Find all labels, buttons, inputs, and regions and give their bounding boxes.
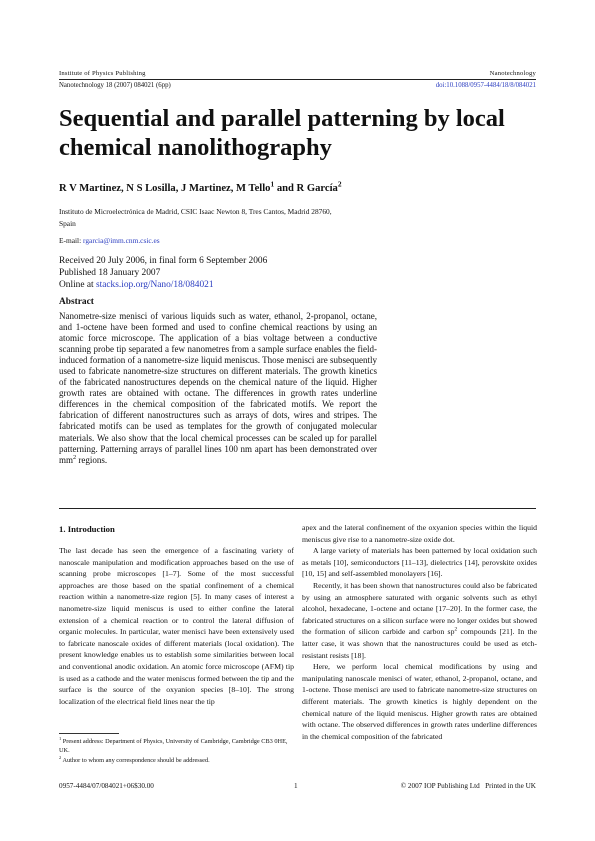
online-line	[59, 279, 214, 291]
abstract-text	[59, 311, 377, 466]
online-label: Online at	[59, 280, 96, 290]
intro-paragraph-4-sup: 2	[454, 626, 458, 633]
online-link[interactable]: stacks.iop.org/Nano/18/084021	[95, 280, 214, 290]
authors-text: R V Martinez, N S Losilla, J Martinez, M Tello	[59, 183, 271, 194]
intro-paragraph-4-tail: compounds [21]. In the latter case, it was shown that the nanostructures could be used as etch-resistant resists [18].	[302, 627, 537, 660]
journal-name: Nanotechnology	[489, 70, 536, 77]
footnote-1-mark: 1	[59, 735, 62, 741]
citation: Nanotechnology 18 (2007) 084021 (6pp)	[59, 82, 171, 89]
footnote-2-mark: 2	[59, 754, 62, 760]
footnote-1	[59, 735, 294, 755]
footer-code: 0957-4484/07/084021+06$30.00	[59, 782, 154, 790]
email-line	[59, 235, 160, 247]
affiliation-line-2: Spain	[59, 219, 76, 228]
doi-link[interactable]: doi:10.1088/0957-4484/18/8/084021	[435, 82, 536, 89]
abstract-heading: Abstract	[59, 297, 94, 307]
received-date: Received 20 July 2006, in final form 6 September 2006	[59, 256, 268, 266]
footnote-1-text: Present address: Department of Physics, University of Cambridge, Cambridge CB3 0HE, UK.	[59, 738, 288, 754]
author-footnote-mark-1: 1	[270, 179, 275, 189]
published-date: Published 18 January 2007	[59, 268, 161, 278]
paper-title: Sequential and parallel patterning by local chemical nanolithography	[59, 105, 505, 161]
intro-paragraph-3: A large variety of materials has been patterned by local oxidation such as metals [10], semiconductors [11–13], dielectrics [14], perovskite oxides [10, 15] and self-assembled monolayers [16].	[302, 546, 537, 579]
intro-paragraph-1: The last decade has seen the emergence of a fascinating variety of nanoscale manipulation and modification approaches based on the use of scanning probe microscopes [1–7]. Some of the most successful approaches are those based on the spatial confinement of a chemical reaction within a nanometre-size region [5]. In many cases of interest a nanometre-size liquid meniscus is used to either confine the lateral extension of a chemical reaction or to control the lateral diffusion of organic molecules. In particular, water menisci have been extensively used to fabricate nanoscale oxides of different materials (local oxidation). The present knowledge enables us to establish some similarities between local and conventional anodic oxidation. An atomic force microscope (AFM) tip is used as a cathode and the water meniscus formed between the tip and the surface is the source of the oxyanion species [8–10]. The strong localization of the electrical field lines near the tip	[59, 546, 294, 706]
author-footnote-mark-2: 2	[337, 179, 342, 189]
author-list	[59, 179, 342, 194]
section-heading: 1. Introduction	[59, 524, 115, 534]
affiliation-line-1: Instituto de Microelectrónica de Madrid, CSIC Isaac Newton 8, Tres Cantos, Madrid 28760,	[59, 207, 332, 216]
intro-paragraph-5: Here, we perform local chemical modifications by using and manipulating nanoscale menisci of water, ethanol, 2-propanol, octane, and 1-octene. Those menisci are used to fabricate nanometre-size structures on different materials. The growth kinetics is highly dependent on the chemical nature of the liquid meniscus. Higher growth rates are obtained with octane. The observed differences in growth rates underline differences in the chemical composition of the fabricated	[302, 662, 537, 741]
section-rule	[59, 508, 536, 509]
abstract-tail: regions.	[76, 454, 108, 465]
header-rule	[59, 79, 536, 80]
footnote-rule	[59, 733, 119, 734]
right-column	[302, 522, 537, 742]
email-label: E-mail:	[59, 236, 84, 245]
abstract-superscript: 2	[73, 453, 77, 461]
abstract-body: Nanometre-size menisci of various liquids such as water, ethanol, 2-propanol, octane, and 1-octene have been formed and used to confine chemical reactions by using an atomic force microscope. The application of a bias voltage between a conductive scanning probe tip separated a few nanometres from a sample surface enables the field-induced formation of a nanometre-size liquid meniscus. Those menisci are subsequently used to fabricate nanometre-size structures on different materials. The growth kinetics of the fabricated nanostructures depends on the chemical nature of the liquid. Higher growth rates are obtained with octane. The differences in growth rates underline differences in the chemical composition of the fabricated motifs. We report the fabrication of different nanostructures such as arrays of dots, wires and stripes. The fabricated motifs can be used as templates for the growth of conjugated molecular materials. We also show that the local chemical processes can be scaled up for parallel patterning. Patterning arrays of parallel lines 100 nm apart has been demonstrated over mm	[59, 311, 377, 465]
authors-last: and R García	[274, 183, 338, 194]
intro-paragraph-2: apex and the lateral confinement of the oxyanion species within the liquid meniscus give rise to a nanometre-size oxide dot.	[302, 523, 537, 544]
intro-paragraph-4-text: Recently, it has been shown that nanostructures could also be fabricated by using an atmosphere saturated with organic solvents such as ethyl alcohol, hexadecane, 1-octene and octane [17–20]. In the former case, the fabricated structures on a silicon surface were no longer oxides but showed the formation of silicon carbide and carbon sp	[302, 580, 537, 637]
intro-paragraph-4	[302, 580, 537, 661]
affiliation	[59, 206, 389, 230]
footnote-2	[59, 754, 294, 766]
publisher-name: Institute of Physics Publishing	[59, 70, 146, 77]
left-column	[59, 545, 294, 707]
page-number: 1	[294, 782, 298, 790]
footnote-2-text: Author to whom any correspondence should be addressed.	[62, 757, 210, 764]
footer-copyright: © 2007 IOP Publishing Ltd Printed in the UK	[400, 782, 536, 790]
email-link[interactable]: rgarcia@imm.cnm.csic.es	[83, 236, 160, 245]
